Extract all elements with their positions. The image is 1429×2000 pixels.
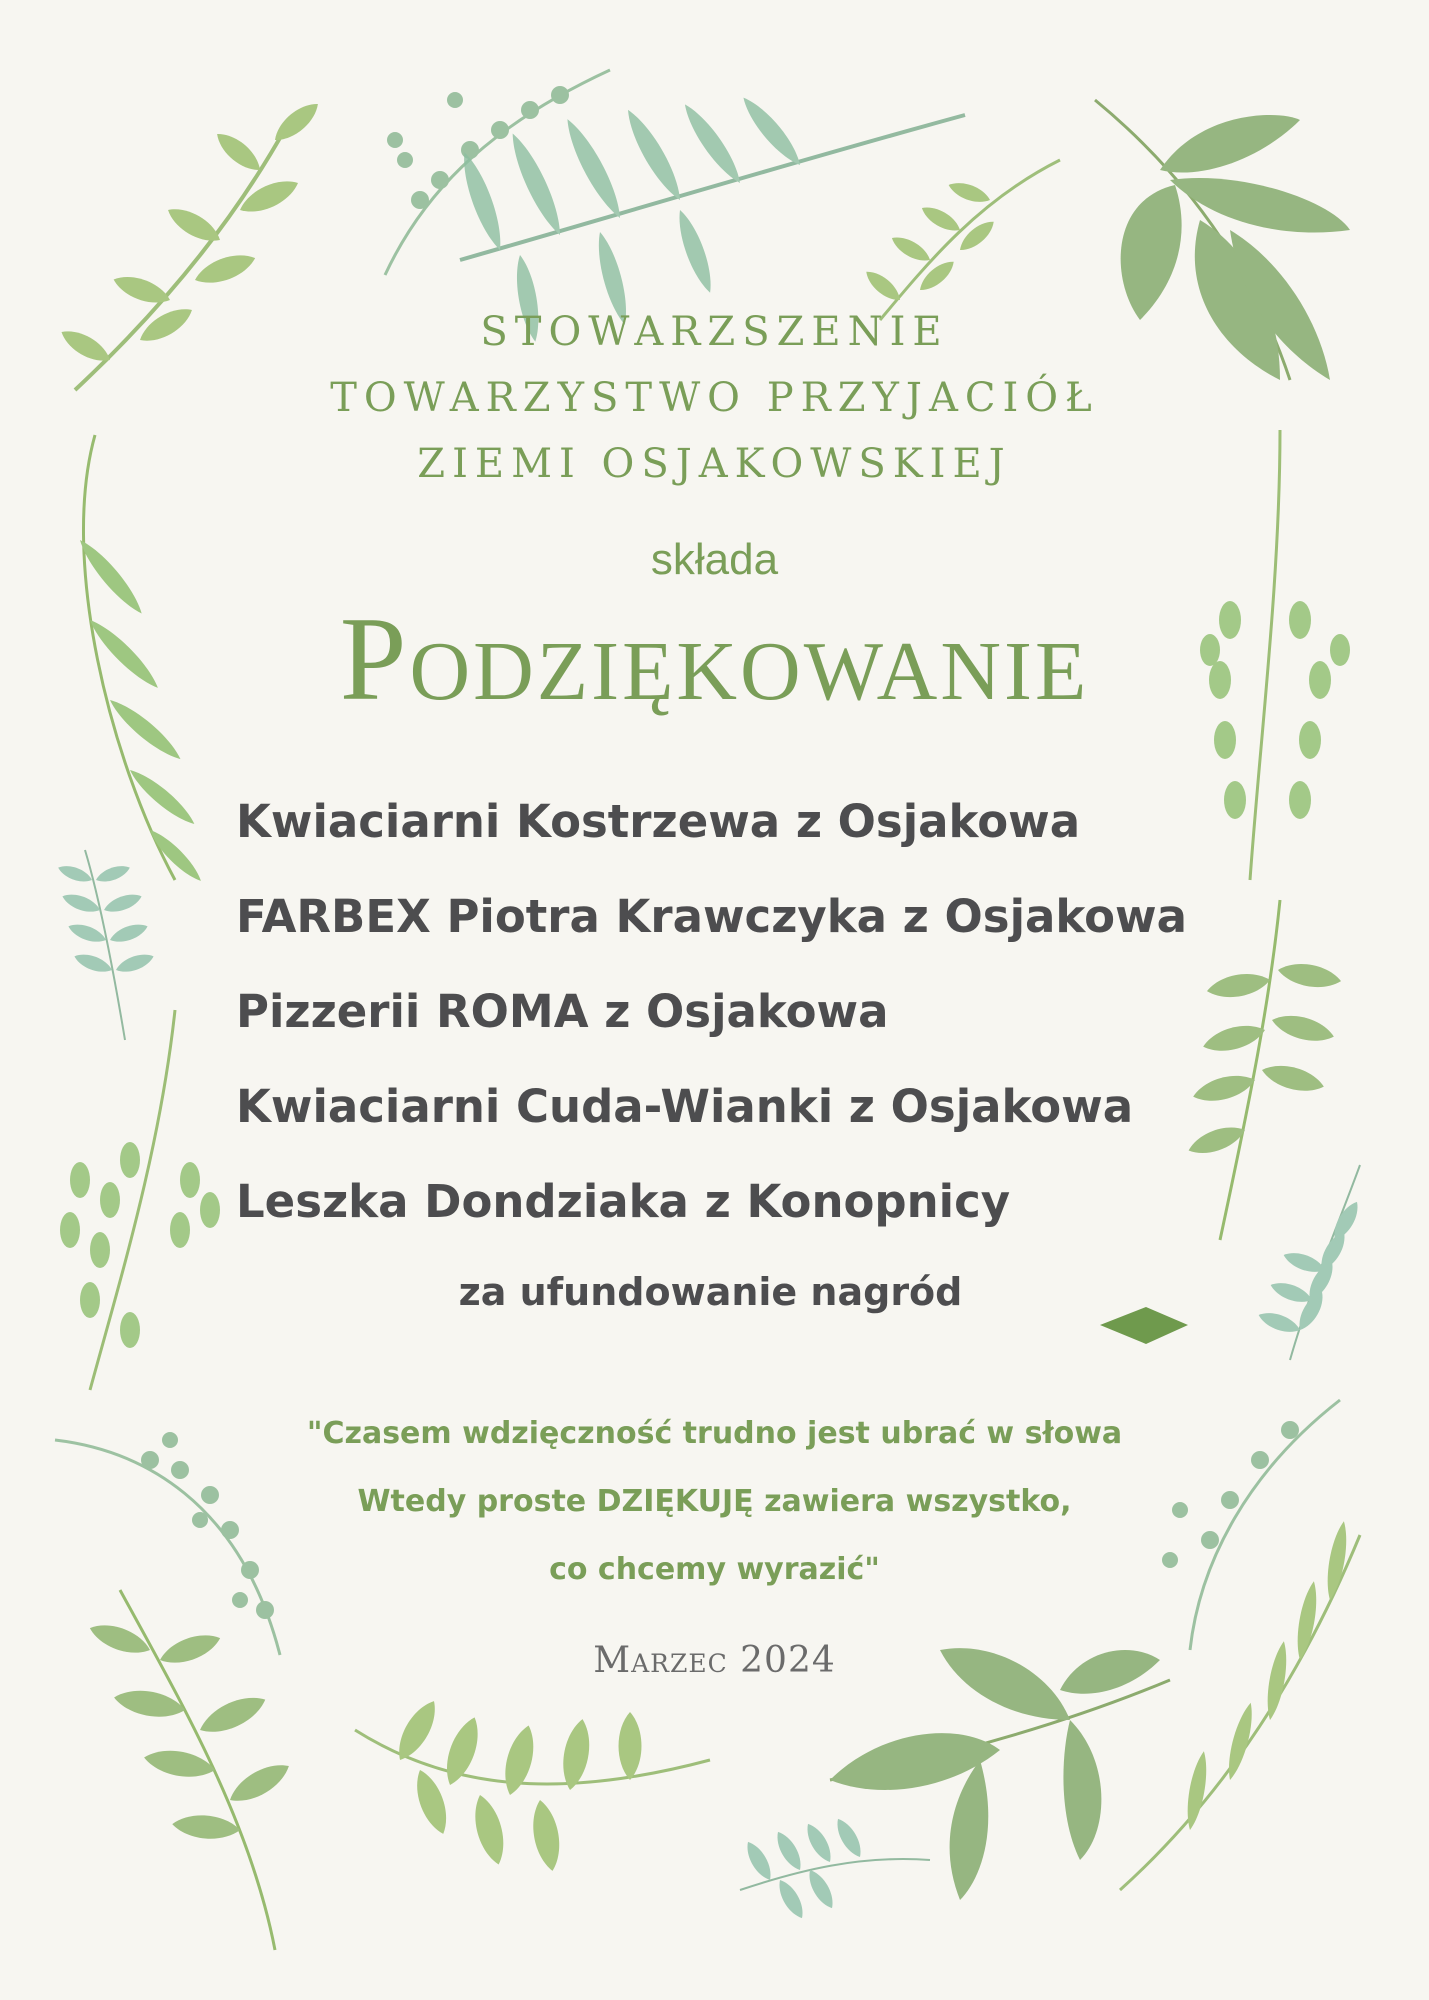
- fern-left-small: [56, 850, 156, 1040]
- date-text: Marzec 2024: [593, 1640, 836, 1681]
- fern-right-small: [1256, 1165, 1363, 1360]
- donor-item: FARBEX Piotra Krawczyka z Osjakowa: [236, 890, 1187, 943]
- donor-item: Leszka Dondziaka z Konopnicy: [236, 1175, 1011, 1228]
- vine-top-right: [862, 160, 1060, 320]
- organization-line-2: TOWARZYSTWO PRZYJACIÓŁ: [330, 375, 1099, 421]
- leaf-branch-bottom-center: [355, 1695, 710, 1873]
- verb-text: składa: [650, 535, 779, 584]
- quote-line-2: Wtedy proste DZIĘKUJĘ zawiera wszystko,: [357, 1484, 1072, 1519]
- fern-bottom: [740, 1815, 930, 1922]
- leaves-bottom-right: [830, 1648, 1170, 1900]
- donor-item: Kwiaciarni Cuda-Wianki z Osjakowa: [236, 1080, 1134, 1133]
- sprig-left: [60, 1010, 220, 1390]
- reason-text: za ufundowanie nagród: [458, 1270, 963, 1314]
- organization-line-3: ZIEMI OSJAKOWSKIEJ: [417, 441, 1012, 487]
- donor-item: Kwiaciarni Kostrzewa z Osjakowa: [236, 795, 1081, 848]
- page-title: Podziękowanie: [339, 592, 1090, 725]
- vine-right: [1185, 900, 1343, 1240]
- quote-line-3: co chcemy wyrazić": [549, 1552, 880, 1587]
- organization-line-1: STOWARZSZENIE: [480, 309, 949, 355]
- quote-line-1: "Czasem wdzięczność trudno jest ubrać w słowa: [306, 1416, 1123, 1451]
- donor-item: Pizzerii ROMA z Osjakowa: [236, 985, 889, 1038]
